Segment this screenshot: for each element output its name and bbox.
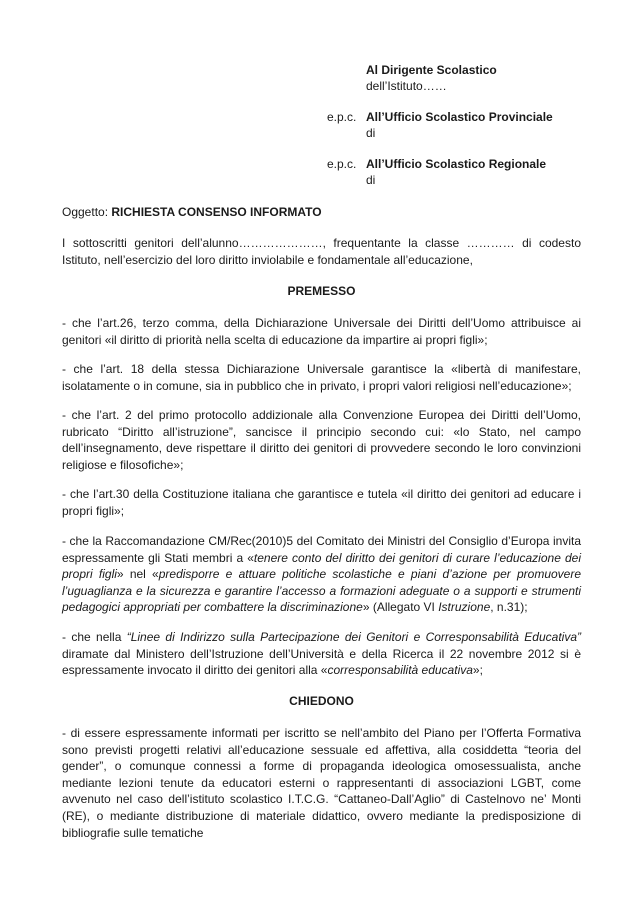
paragraph-recommendation: - che la Raccomandazione CM/Rec(2010)5 del Comitato dei Ministri del Consiglio d’Europa invita espressamente gli Stati membri a «tenere conto del diritto dei genitori di curare l’educazione dei propri figli» nel «predisporre e attuare politiche scolastiche e piani d’azione per promuovere l’uguaglianza e la sicurezza e garantire l’accesso a formazioni adeguate o a supporti e strumenti pedagogici appropriati per combattere la discriminazione» (Allegato VI Istruzione, n.31); xyxy=(62,534,582,615)
recipient-1-sub: dell’Istituto…… xyxy=(366,79,447,93)
recipient-1-title: Al Dirigente Scolastico xyxy=(366,63,497,77)
paragraph-art26: - che l’art.26, terzo comma, della Dichiarazione Universale dei Diritti dell’Uomo attribuisce ai genitori «il diritto di priorità nella scelta di educazione da impartire ai propri figli»; xyxy=(62,316,581,347)
subject-label: Oggetto: xyxy=(62,205,112,219)
paragraph-art18: - che l’art. 18 della stessa Dichiarazione Universale garantisce la «libertà di manifestare, isolatamente o in comune, sia in pubblico che in privato, i propri valori religiosi nell’educazione»; xyxy=(62,362,581,393)
recipient-3-sub: di xyxy=(366,173,376,187)
intro-paragraph: I sottoscritti genitori dell’alunno…………………, frequentante la classe ………… di codesto Istituto, nell’esercizio del loro diritto inviolabile e fondamentale all’educazione, xyxy=(62,236,581,267)
paragraph-guidelines: - che nella “Linee di Indirizzo sulla Partecipazione dei Genitori e Corresponsabilità Educativa” diramate dal Ministero dell’Istruzione dell’Università e della Ricerca il 22 novembre 2012 si è espressamente invocato il diritto dei genitori alla «corresponsabilità educativa»; xyxy=(62,630,581,678)
quote-school-policies: predisporre e attuare politiche scolastiche e piani d’azione per promuovere l’uguaglianza e la sicurezza e garantire l’accesso a formazioni adeguate o a supporti e strumenti pedagogici appropriati per combattere la discriminazione xyxy=(62,567,582,615)
recipient-2-title: All’Ufficio Scolastico Provinciale xyxy=(366,110,553,124)
recipient-3-title: All’Ufficio Scolastico Regionale xyxy=(366,157,547,171)
subject-text: RICHIESTA CONSENSO INFORMATO xyxy=(111,205,322,219)
epc-label-1: e.p.c. xyxy=(327,110,357,124)
epc-label-2: e.p.c. xyxy=(327,157,357,171)
paragraph-protocol-art2: - che l’art. 2 del primo protocollo addizionale alla Convenzione Europea dei Diritti dell’Uomo, rubricato “Diritto all’istruzione”, sancisce il principio secondo cui: «lo Stato, nel campo dell’insegnamento, deve rispettare il diritto dei genitori di provvedere secondo le loro convinzioni religiose e filosofiche»; xyxy=(62,408,581,472)
paragraph-art30: - che l’art.30 della Costituzione italiana che garantisce e tutela «il diritto dei genitori ad educare i propri figli»; xyxy=(62,487,581,518)
paragraph-request: - di essere espressamente informati per iscritto se nell’ambito del Piano per l’Offerta Formativa sono previsti progetti relativi all’educazione sessuale ed affettiva, alla cosiddetta “teoria del gender”, o comunque connessi a forme di propaganda ideologica omosessualista, anche mediante lezioni tenute da educatori esterni o rappresentanti di associazioni LGBT, come avvenuto nel caso dell’istituto scolastico I.T.C.G. “Cattaneo-Dall’Aglio” di Castelnovo ne’ Monti (RE), o mediante distribuzione di materiale didattico, ovvero mediante la predisposizione di bibliografie sulle tematiche xyxy=(62,726,581,840)
annex-istruzione: Istruzione xyxy=(438,600,491,615)
quote-parents-right: tenere conto del diritto dei genitori di curare l’educazione dei propri figli xyxy=(62,550,581,582)
guidelines-title: “Linee di Indirizzo sulla Partecipazione dei Genitori e Corresponsabilità Educativa” xyxy=(126,630,581,644)
quote-corresponsabilita: corresponsabilità educativa xyxy=(327,663,473,678)
recipient-2-sub: di xyxy=(366,126,376,140)
subject-line xyxy=(62,204,322,220)
premesso-heading: PREMESSO xyxy=(287,284,356,298)
chiedono-heading: CHIEDONO xyxy=(289,694,354,708)
